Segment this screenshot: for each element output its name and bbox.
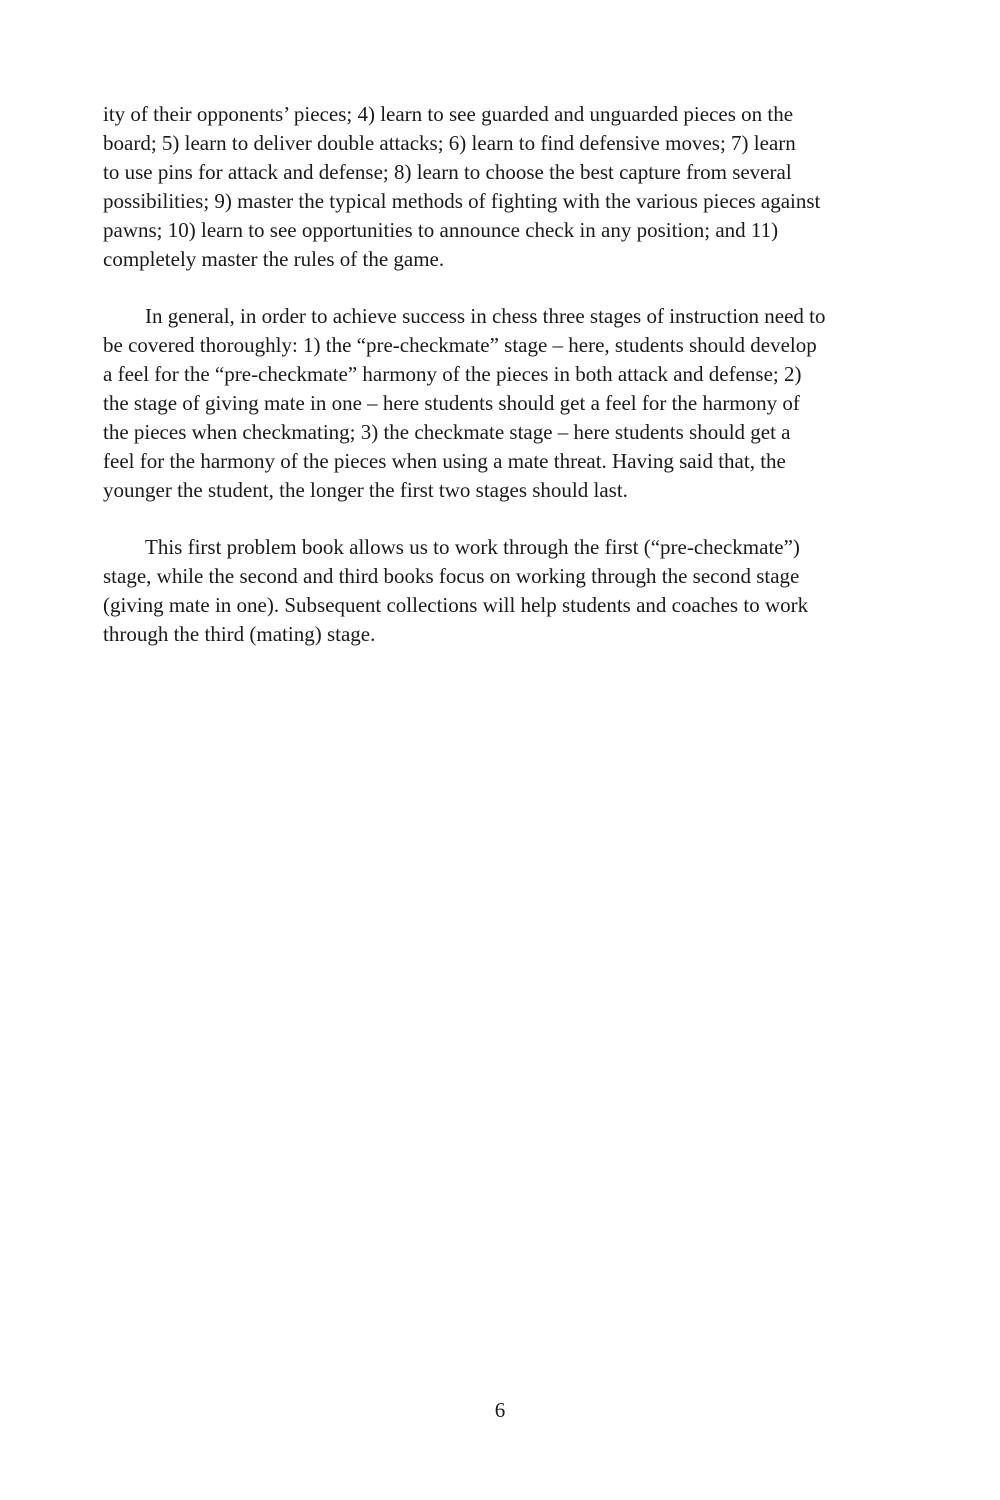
text-line: a feel for the “pre-checkmate” harmony of the pieces in both attack and defense; 2) <box>103 362 802 386</box>
text-line: (giving mate in one). Subsequent collections will help students and coaches to work <box>103 593 809 617</box>
text-line: completely master the rules of the game. <box>103 247 445 271</box>
text-line: pawns; 10) learn to see opportunities to announce check in any position; and 11) <box>103 218 779 242</box>
text-line: possibilities; 9) master the typical methods of fighting with the various pieces against <box>103 189 821 213</box>
text-line: through the third (mating) stage. <box>103 622 376 646</box>
text-line: This first problem book allows us to work through the first (“pre-checkmate”) <box>145 535 800 559</box>
text-line: the stage of giving mate in one – here students should get a feel for the harmony of <box>103 391 800 415</box>
paragraph-2 <box>103 302 878 505</box>
page-number: 6 <box>494 1398 506 1422</box>
paragraph-1 <box>103 100 878 274</box>
text-line: board; 5) learn to deliver double attacks; 6) learn to find defensive moves; 7) learn <box>103 131 796 155</box>
text-line: stage, while the second and third books focus on working through the second stage <box>103 564 800 588</box>
text-line: be covered thoroughly: 1) the “pre-checkmate” stage – here, students should develop <box>103 333 817 357</box>
paragraph-3 <box>103 533 878 649</box>
text-line: the pieces when checkmating; 3) the checkmate stage – here students should get a <box>103 420 791 444</box>
body-text <box>103 100 878 677</box>
text-line: In general, in order to achieve success in chess three stages of instruction need to <box>145 304 826 328</box>
text-line: younger the student, the longer the first two stages should last. <box>103 478 628 502</box>
text-line: feel for the harmony of the pieces when using a mate threat. Having said that, the <box>103 449 786 473</box>
text-line: to use pins for attack and defense; 8) learn to choose the best capture from several <box>103 160 792 184</box>
text-line: ity of their opponents’ pieces; 4) learn to see guarded and unguarded pieces on the <box>103 102 794 126</box>
